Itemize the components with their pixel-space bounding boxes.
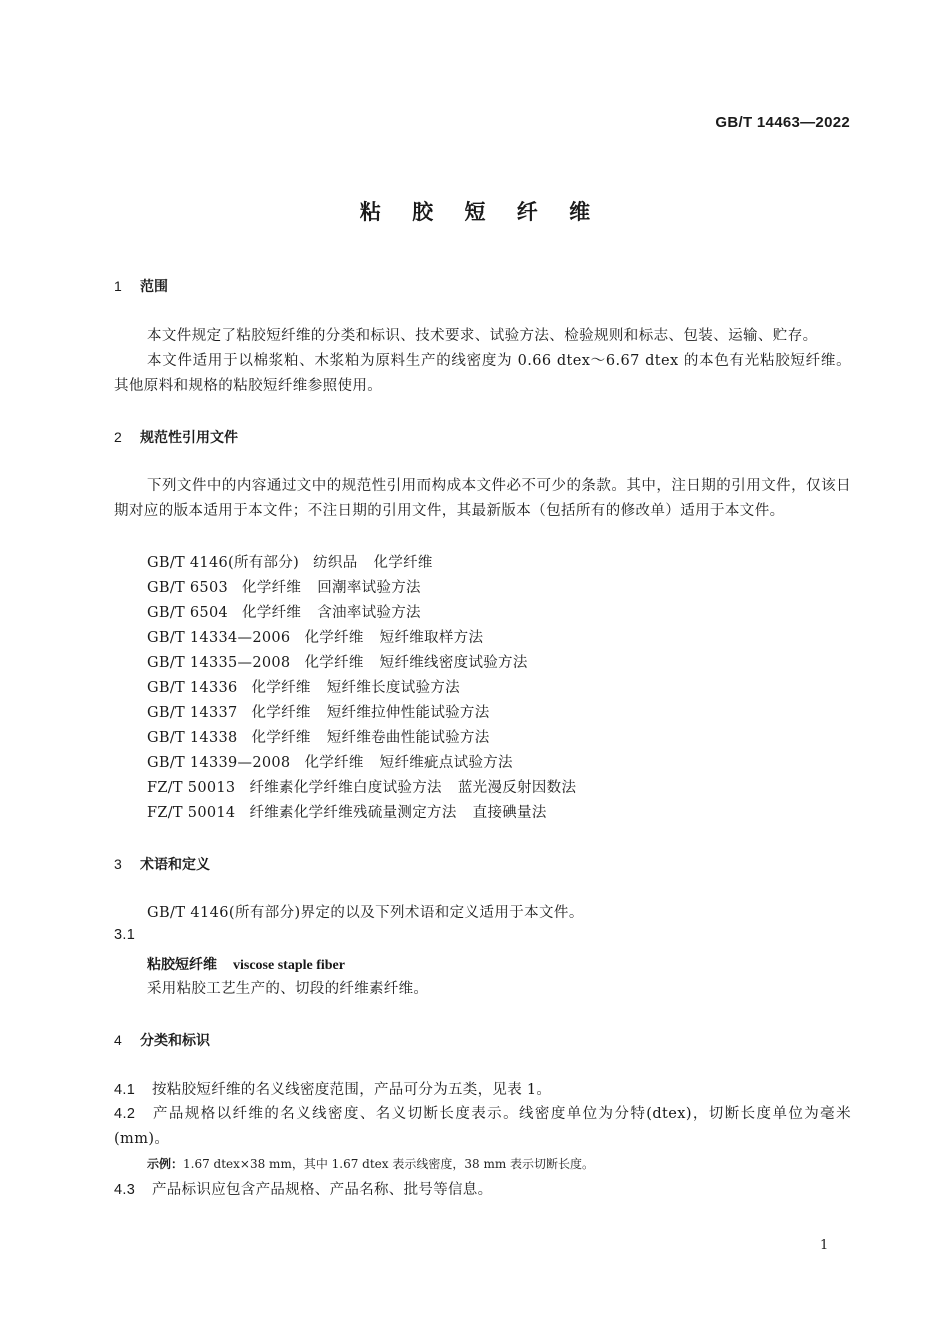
reference-category: 化学纤维 <box>304 655 364 671</box>
reference-item <box>147 576 421 597</box>
reference-code: GB/T 6504 <box>147 605 229 621</box>
reference-title: 含油率试验方法 <box>317 605 421 621</box>
references-intro: 下列文件中的内容通过文中的规范性引用而构成本文件必不可少的条款。其中，注日期的引用文件，仅该日期对应的版本适用于本文件；不注日期的引用文件，其最新版本（包括所有的修改单）适用于本文件。 <box>114 478 851 519</box>
clause-number: 4.3 <box>114 1182 136 1198</box>
reference-code: GB/T 14339—2008 <box>147 755 291 771</box>
clause-4-3 <box>114 1178 492 1199</box>
reference-title: 化学纤维 <box>373 555 433 571</box>
page-number: 1 <box>820 1238 829 1253</box>
section-number: 4 <box>114 1032 122 1048</box>
section-title: 规范性引用文件 <box>140 430 238 446</box>
reference-item <box>147 551 433 572</box>
reference-code: FZ/T 50014 <box>147 805 236 821</box>
reference-category: 纤维素化学纤维残硫量测定方法 <box>249 805 457 821</box>
reference-item <box>147 651 528 672</box>
standard-code: GB/T 14463—2022 <box>715 114 850 131</box>
reference-code: GB/T 14335—2008 <box>147 655 291 671</box>
reference-category: 化学纤维 <box>304 755 364 771</box>
terms-intro: GB/T 4146(所有部分)界定的以及下列术语和定义适用于本文件。 <box>147 905 584 921</box>
section-title: 术语和定义 <box>140 857 210 873</box>
section-title: 范围 <box>140 279 168 295</box>
reference-item <box>147 776 576 797</box>
reference-item <box>147 676 460 697</box>
term-heading <box>147 954 345 974</box>
reference-category: 化学纤维 <box>251 730 311 746</box>
reference-title: 回潮率试验方法 <box>317 580 421 596</box>
reference-code: GB/T 4146(所有部分) <box>147 555 300 571</box>
reference-title: 短纤维取样方法 <box>379 630 484 646</box>
section-number: 2 <box>114 429 122 445</box>
reference-title: 短纤维疵点试验方法 <box>379 755 513 771</box>
reference-code: GB/T 6503 <box>147 580 229 596</box>
reference-code: GB/T 14334—2006 <box>147 630 291 646</box>
section-3-heading <box>114 854 210 874</box>
section-4-heading <box>114 1030 210 1050</box>
section-number: 1 <box>114 278 122 294</box>
clause-4-2 <box>114 1102 851 1152</box>
reference-item <box>147 626 483 647</box>
term-chinese: 粘胶短纤维 <box>147 957 217 973</box>
reference-item <box>147 801 547 822</box>
reference-code: GB/T 14338 <box>147 730 238 746</box>
reference-code: FZ/T 50013 <box>147 780 236 796</box>
scope-paragraph-2: 本文件适用于以棉浆粕、木浆粕为原料生产的线密度为 0.66 dtex～6.67 dtex 的本色有光粘胶短纤维。其他原料和规格的粘胶短纤维参照使用。 <box>114 353 851 394</box>
reference-item <box>147 751 513 772</box>
reference-title: 直接碘量法 <box>472 805 547 821</box>
example-note <box>147 1155 594 1172</box>
reference-category: 化学纤维 <box>251 680 311 696</box>
reference-title: 短纤维长度试验方法 <box>326 680 460 696</box>
term-number: 3.1 <box>114 927 136 943</box>
section-2-heading <box>114 427 238 447</box>
clause-text: 产品标识应包含产品规格、产品名称、批号等信息。 <box>152 1182 493 1198</box>
clause-number: 4.2 <box>114 1106 136 1122</box>
section-1-heading <box>114 276 168 296</box>
example-label: 示例： <box>147 1157 184 1171</box>
reference-category: 纤维素化学纤维白度试验方法 <box>249 780 442 796</box>
reference-title: 短纤维卷曲性能试验方法 <box>326 730 490 746</box>
reference-category: 纺织品 <box>313 555 358 571</box>
clause-text: 按粘胶短纤维的名义线密度范围，产品可分为五类，见表 1。 <box>152 1082 552 1098</box>
term-definition: 采用粘胶工艺生产的、切段的纤维素纤维。 <box>147 981 429 997</box>
reference-item <box>147 701 490 722</box>
reference-category: 化学纤维 <box>242 605 302 621</box>
example-text: 1.67 dtex×38 mm，其中 1.67 dtex 表示线密度，38 mm 表示切断长度。 <box>183 1157 595 1171</box>
term-english: viscose staple fiber <box>233 958 345 973</box>
reference-code: GB/T 14336 <box>147 680 238 696</box>
reference-code: GB/T 14337 <box>147 705 238 721</box>
reference-item <box>147 601 421 622</box>
section-number: 3 <box>114 856 122 872</box>
section-title: 分类和标识 <box>140 1033 210 1049</box>
clause-number: 4.1 <box>114 1082 136 1098</box>
reference-title: 短纤维拉伸性能试验方法 <box>326 705 490 721</box>
document-title: 粘 胶 短 纤 维 <box>359 200 603 224</box>
reference-category: 化学纤维 <box>304 630 364 646</box>
reference-item <box>147 726 490 747</box>
reference-title: 短纤维线密度试验方法 <box>379 655 528 671</box>
clause-4-1 <box>114 1078 551 1099</box>
reference-category: 化学纤维 <box>242 580 302 596</box>
reference-category: 化学纤维 <box>251 705 311 721</box>
scope-paragraph-1: 本文件规定了粘胶短纤维的分类和标识、技术要求、试验方法、检验规则和标志、包装、运输、贮存。 <box>147 328 818 344</box>
clause-text: 产品规格以纤维的名义线密度、名义切断长度表示。线密度单位为分特(dtex)，切断长度单位为毫米(mm)。 <box>114 1106 851 1147</box>
reference-title: 蓝光漫反射因数法 <box>457 780 577 796</box>
